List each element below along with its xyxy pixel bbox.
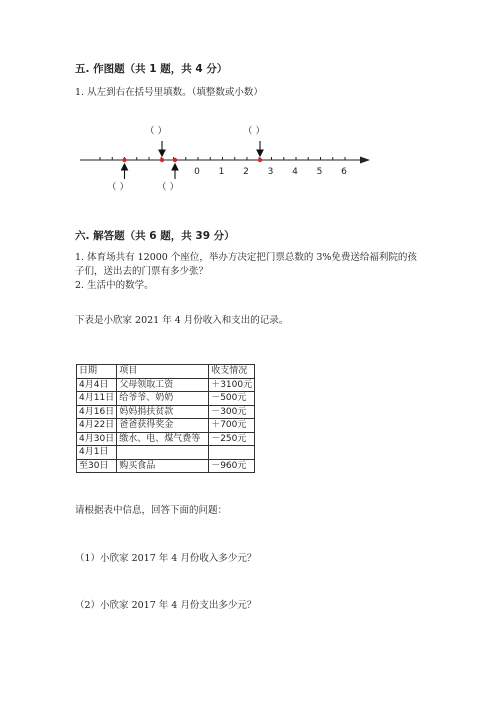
cell-amount: ＋700元 xyxy=(209,419,255,433)
cell-item xyxy=(117,446,209,460)
table-row xyxy=(77,405,255,419)
number-line-arrow xyxy=(360,157,370,164)
cell-item: 父母领取工资 xyxy=(117,378,209,392)
tick-label: 3 xyxy=(267,167,274,177)
arrowhead-up-a xyxy=(122,164,128,170)
cell-amount: ＋3100元 xyxy=(209,378,255,392)
table-prompt: 请根据表中信息，回答下面的问题： xyxy=(75,505,228,516)
sub-question-2: （2）小欣家 2017 年 4 月份支出多少元？ xyxy=(75,600,257,611)
table-row xyxy=(77,392,255,406)
header-amount: 收支情况 xyxy=(209,365,255,379)
header-item: 项目 xyxy=(117,365,209,379)
question-6-2: 2. 生活中的数学。 xyxy=(75,280,154,291)
bracket-top-2[interactable]: （ ） xyxy=(243,126,266,137)
table-row xyxy=(77,446,255,460)
table-intro: 下表是小欣家 2021 年 4 月份收入和支出的记录。 xyxy=(75,315,289,326)
section6-title: 六. 解答题（共 6 题，共 39 分） xyxy=(75,230,235,242)
section5-title: 五. 作图题（共 1 题，共 4 分） xyxy=(75,63,228,75)
cell-amount: －250元 xyxy=(209,432,255,446)
table-row xyxy=(77,432,255,446)
cell-item: 缴水、电、煤气费等 xyxy=(117,432,209,446)
table-header-row xyxy=(77,365,255,379)
table-row xyxy=(77,459,255,473)
cell-item: 给爷爷、奶奶 xyxy=(117,392,209,406)
tick-label: 1 xyxy=(218,167,225,177)
record-table xyxy=(76,364,255,473)
cell-amount xyxy=(209,446,255,460)
cell-date: 至30日 xyxy=(77,459,117,473)
tick-label: 6 xyxy=(341,167,347,177)
arrowhead-down-d xyxy=(257,150,263,156)
cell-date: 4月1日 xyxy=(77,446,117,460)
tick-label: 5 xyxy=(316,167,323,177)
tick-label: 0 xyxy=(194,167,200,177)
cell-date: 4月30日 xyxy=(77,432,117,446)
cell-date: 4月16日 xyxy=(77,405,117,419)
cell-amount: －960元 xyxy=(209,459,255,473)
point-b xyxy=(160,158,164,162)
sub-question-1: （1）小欣家 2017 年 4 月份收入多少元？ xyxy=(75,553,257,564)
cell-date: 4月11日 xyxy=(77,392,117,406)
point-a xyxy=(122,158,126,162)
header-date: 日期 xyxy=(77,365,117,379)
cell-item: 妈妈捐扶贫款 xyxy=(117,405,209,419)
cell-date: 4月4日 xyxy=(77,378,117,392)
arrowhead-up-c xyxy=(172,164,178,170)
tick-label: 4 xyxy=(292,167,298,177)
cell-amount: －300元 xyxy=(209,405,255,419)
point-c xyxy=(173,158,177,162)
table-row xyxy=(77,419,255,433)
arrowhead-down-b xyxy=(159,150,165,156)
question-5-1: 1. 从左到右在括号里填数。（填整数或小数） xyxy=(75,87,263,98)
cell-date: 4月22日 xyxy=(77,419,117,433)
cell-amount: －500元 xyxy=(209,392,255,406)
table-row xyxy=(77,378,255,392)
cell-item: 爸爸获得奖金 xyxy=(117,419,209,433)
question-6-1-line2: 子们，送出去的门票有多少张？ xyxy=(75,266,209,277)
bracket-bottom-1[interactable]: （ ） xyxy=(107,182,130,193)
tick-label: 2 xyxy=(243,167,249,177)
question-6-1-line1: 1. 体育场共有 12000 个座位，举办方决定把门票总数的 3%免费送给福利院的孩 xyxy=(75,252,417,263)
bracket-top-1[interactable]: （ ） xyxy=(145,126,168,137)
point-d xyxy=(258,158,262,162)
cell-item: 购买食品 xyxy=(117,459,209,473)
bracket-bottom-2[interactable]: （ ） xyxy=(157,182,180,193)
